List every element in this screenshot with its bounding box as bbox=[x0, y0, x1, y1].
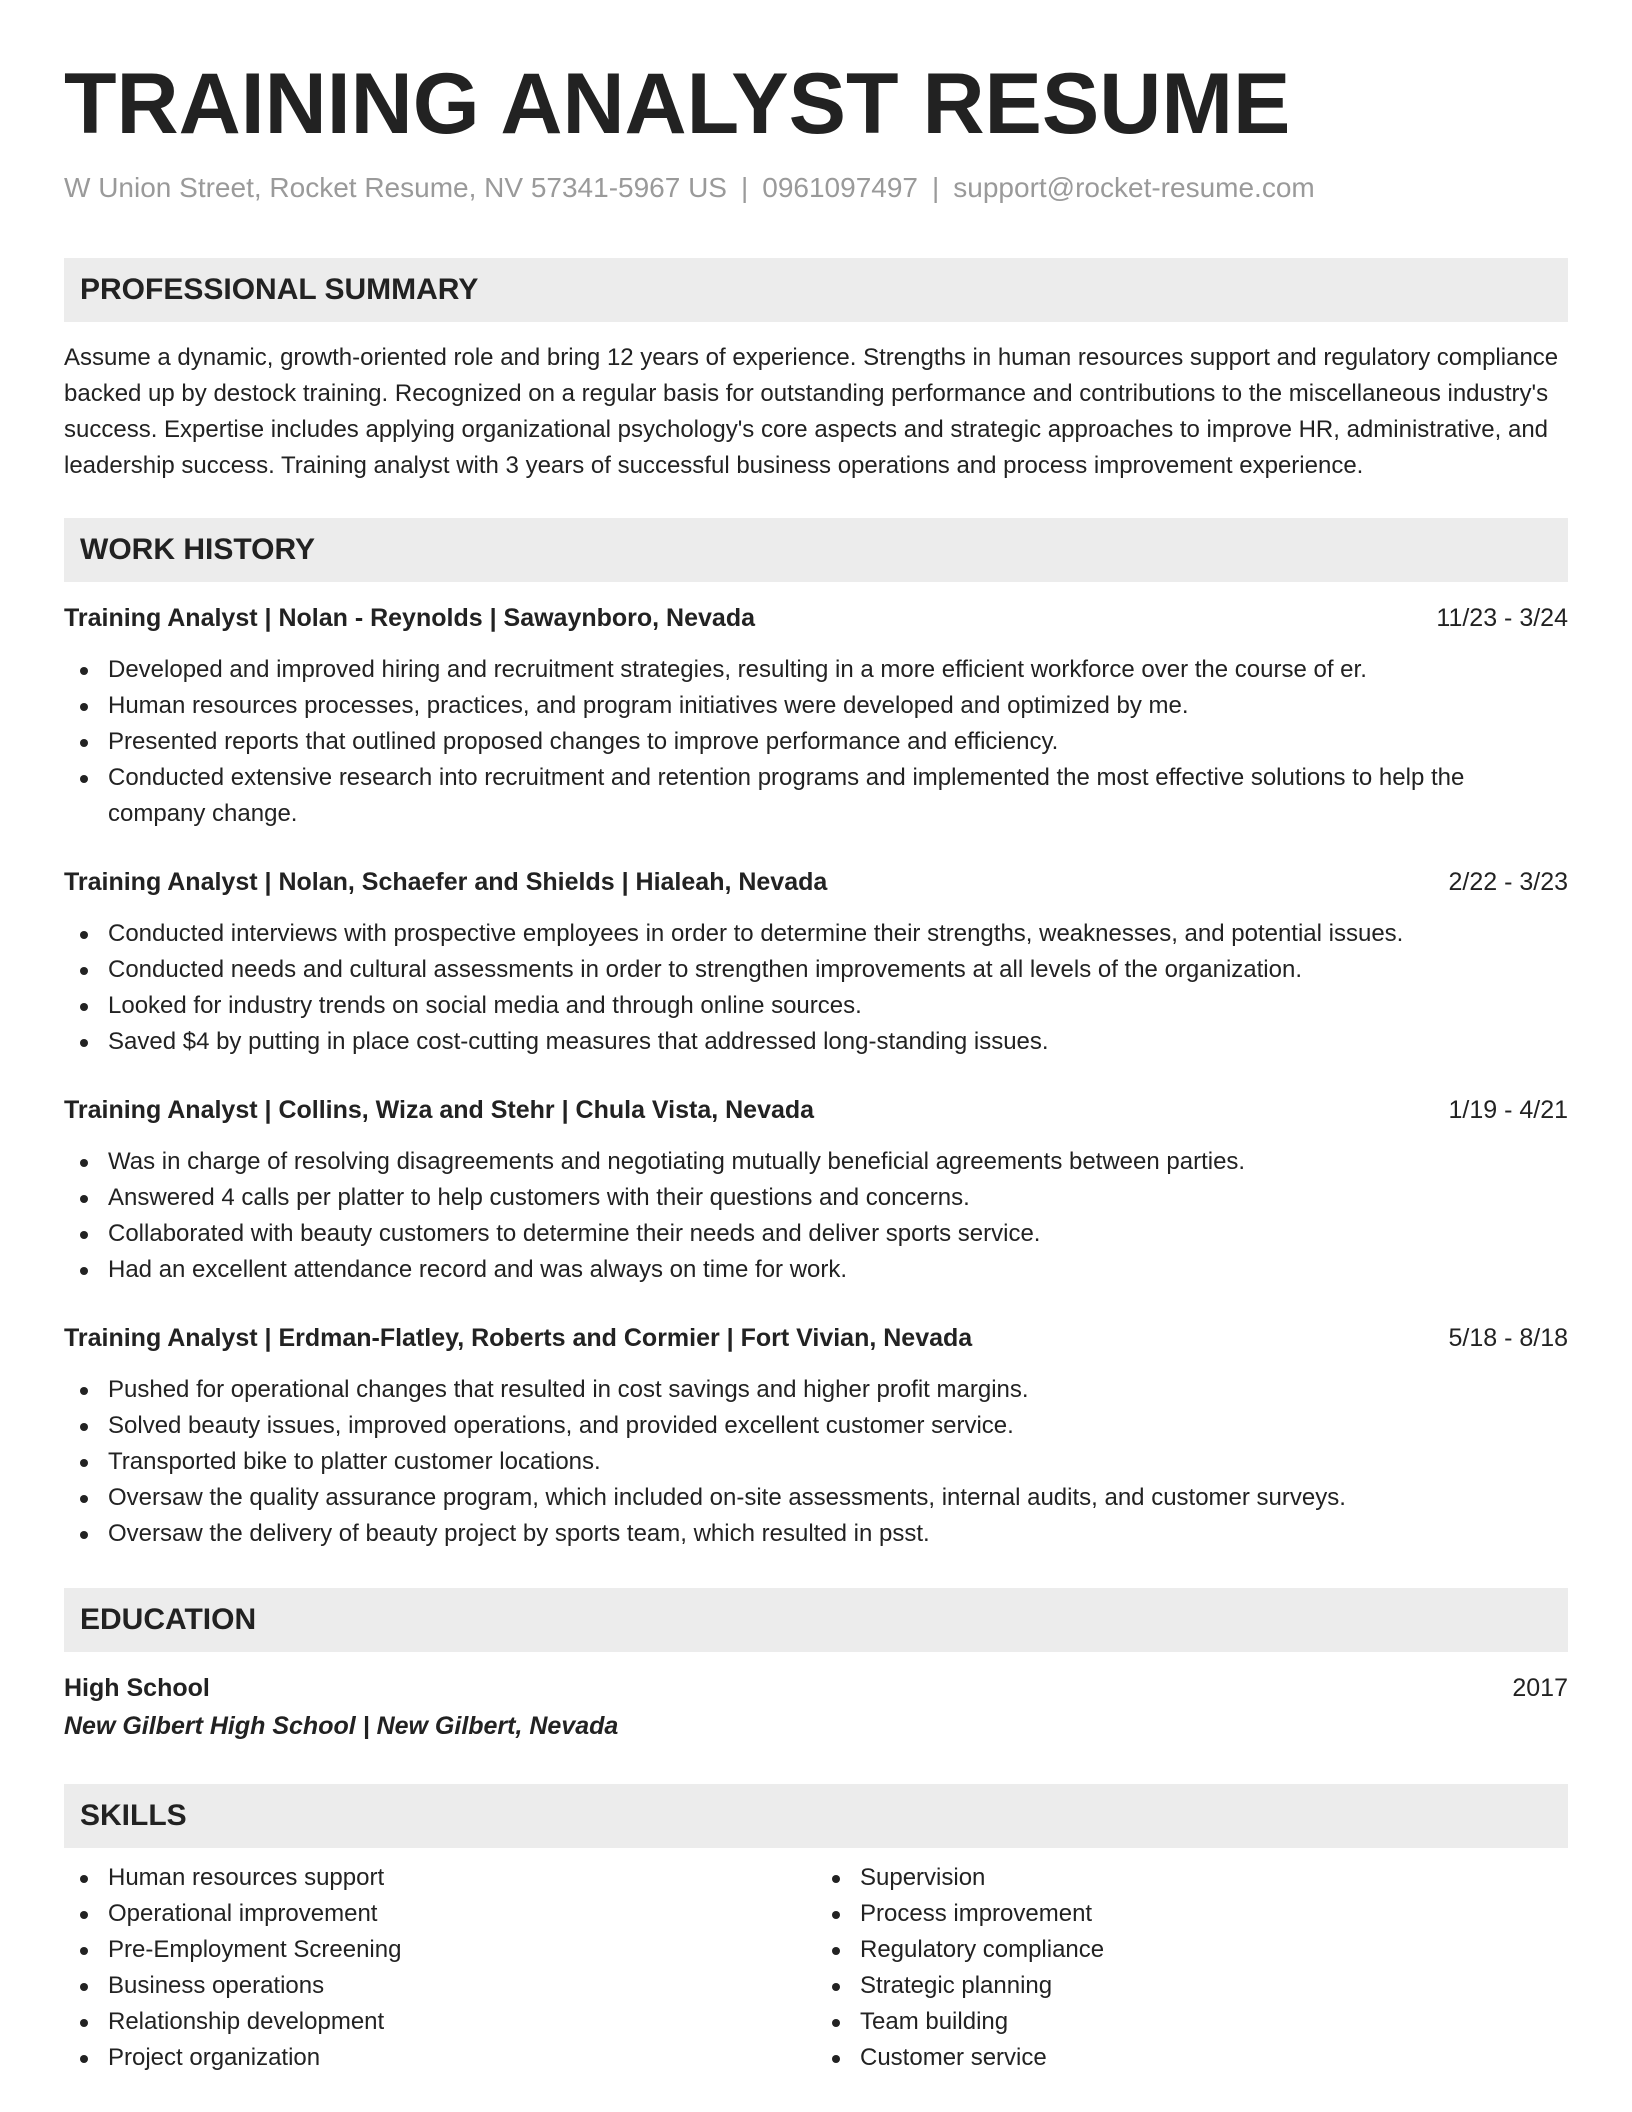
education-header bbox=[64, 1670, 1568, 1706]
job-bullets bbox=[64, 1144, 1568, 1288]
skill-item: Supervision bbox=[860, 1860, 1568, 1896]
job-header bbox=[64, 1320, 1568, 1356]
job-bullet: Looked for industry trends on social media and through online sources. bbox=[108, 988, 1568, 1024]
skill-item: Regulatory compliance bbox=[860, 1932, 1568, 1968]
skill-item: Business operations bbox=[108, 1968, 816, 2004]
job-bullet: Human resources processes, practices, and program initiatives were developed and optimized by me. bbox=[108, 688, 1568, 724]
job-bullet: Solved beauty issues, improved operations, and provided excellent customer service. bbox=[108, 1408, 1568, 1444]
education-school: New Gilbert High School | New Gilbert, Nevada bbox=[64, 1712, 619, 1740]
contact-separator: | bbox=[932, 172, 940, 203]
job-bullets bbox=[64, 652, 1568, 832]
section-heading-work-history: WORK HISTORY bbox=[64, 518, 1568, 582]
job-bullet: Had an excellent attendance record and was always on time for work. bbox=[108, 1252, 1568, 1288]
job-bullet: Pushed for operational changes that resulted in cost savings and higher profit margins. bbox=[108, 1372, 1568, 1408]
skill-item: Process improvement bbox=[860, 1896, 1568, 1932]
contact-phone: 0961097497 bbox=[762, 172, 918, 203]
job-header bbox=[64, 600, 1568, 636]
section-heading-skills: SKILLS bbox=[64, 1784, 1568, 1848]
education-year: 2017 bbox=[1512, 1674, 1568, 1702]
resume-title: TRAINING ANALYST RESUME bbox=[64, 56, 1291, 152]
education-entry bbox=[64, 1670, 1568, 1744]
education-degree: High School bbox=[64, 1674, 210, 1702]
contact-email: support@rocket-resume.com bbox=[953, 172, 1315, 203]
job-header bbox=[64, 864, 1568, 900]
skills-column-left bbox=[64, 1860, 816, 2076]
job-entry bbox=[64, 1092, 1568, 1288]
job-dates: 5/18 - 8/18 bbox=[1448, 1324, 1568, 1352]
skills-list bbox=[64, 1860, 816, 2076]
job-bullet: Collaborated with beauty customers to determine their needs and deliver sports service. bbox=[108, 1216, 1568, 1252]
job-bullet: Conducted interviews with prospective employees in order to determine their strengths, weaknesses, and potential issues. bbox=[108, 916, 1568, 952]
skill-item: Team building bbox=[860, 2004, 1568, 2040]
job-title: Training Analyst | Nolan, Schaefer and Shields | Hialeah, Nevada bbox=[64, 868, 828, 896]
skill-item: Strategic planning bbox=[860, 1968, 1568, 2004]
job-bullet: Transported bike to platter customer locations. bbox=[108, 1444, 1568, 1480]
job-bullet: Answered 4 calls per platter to help customers with their questions and concerns. bbox=[108, 1180, 1568, 1216]
skill-item: Customer service bbox=[860, 2040, 1568, 2076]
job-bullet: Was in charge of resolving disagreements and negotiating mutually beneficial agreements between parties. bbox=[108, 1144, 1568, 1180]
contact-address: W Union Street, Rocket Resume, NV 57341-5967 US bbox=[64, 172, 727, 203]
job-bullet: Presented reports that outlined proposed changes to improve performance and efficiency. bbox=[108, 724, 1568, 760]
job-bullet: Developed and improved hiring and recruitment strategies, resulting in a more efficient workforce over the course of er. bbox=[108, 652, 1568, 688]
job-bullet: Conducted needs and cultural assessments in order to strengthen improvements at all levels of the organization. bbox=[108, 952, 1568, 988]
job-title: Training Analyst | Collins, Wiza and Stehr | Chula Vista, Nevada bbox=[64, 1096, 815, 1124]
job-header bbox=[64, 1092, 1568, 1128]
contact-line bbox=[64, 170, 1568, 206]
skills-grid bbox=[64, 1860, 1568, 2076]
skills-list bbox=[816, 1860, 1568, 2076]
job-bullets bbox=[64, 916, 1568, 1060]
job-bullet: Oversaw the quality assurance program, which included on-site assessments, internal audits, and customer surveys. bbox=[108, 1480, 1568, 1516]
job-bullet: Saved $4 by putting in place cost-cutting measures that addressed long-standing issues. bbox=[108, 1024, 1568, 1060]
job-title: Training Analyst | Erdman-Flatley, Roberts and Cormier | Fort Vivian, Nevada bbox=[64, 1324, 973, 1352]
skill-item: Project organization bbox=[108, 2040, 816, 2076]
skill-item: Human resources support bbox=[108, 1860, 816, 1896]
job-entry bbox=[64, 600, 1568, 832]
job-entry bbox=[64, 1320, 1568, 1552]
job-bullet: Conducted extensive research into recruitment and retention programs and implemented the most effective solutions to help the company change. bbox=[108, 760, 1568, 832]
job-dates: 11/23 - 3/24 bbox=[1436, 604, 1568, 632]
job-dates: 1/19 - 4/21 bbox=[1448, 1096, 1568, 1124]
skill-item: Operational improvement bbox=[108, 1896, 816, 1932]
job-entry bbox=[64, 864, 1568, 1060]
skill-item: Pre-Employment Screening bbox=[108, 1932, 816, 1968]
job-bullet: Oversaw the delivery of beauty project by sports team, which resulted in psst. bbox=[108, 1516, 1568, 1552]
skills-column-right bbox=[816, 1860, 1568, 2076]
job-dates: 2/22 - 3/23 bbox=[1448, 868, 1568, 896]
job-bullets bbox=[64, 1372, 1568, 1552]
section-heading-summary: PROFESSIONAL SUMMARY bbox=[64, 258, 1568, 322]
section-heading-education: EDUCATION bbox=[64, 1588, 1568, 1652]
skill-item: Relationship development bbox=[108, 2004, 816, 2040]
summary-text: Assume a dynamic, growth-oriented role and bring 12 years of experience. Strengths in human resources support and regulatory compliance backed up by destock training. Recognized on a regular basis for outstanding performance and contributions to the miscellaneous industry's success. Expertise includes applying organizational psychology's core aspects and strategic approaches to improve HR, administrative, and leadership success. Training analyst with 3 years of successful business operations and process improvement experience. bbox=[64, 344, 1559, 479]
contact-separator: | bbox=[740, 172, 749, 203]
job-title: Training Analyst | Nolan - Reynolds | Sawaynboro, Nevada bbox=[64, 604, 755, 632]
